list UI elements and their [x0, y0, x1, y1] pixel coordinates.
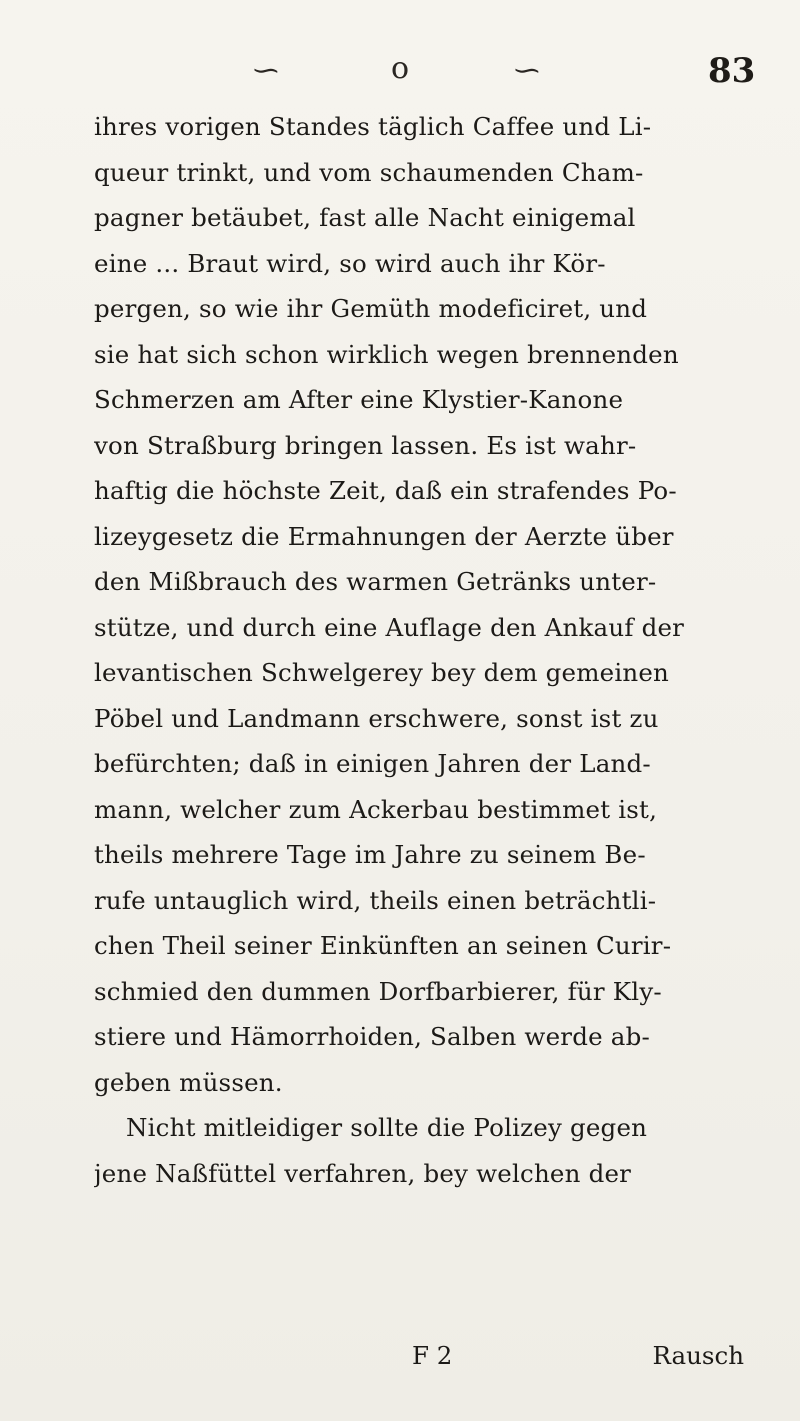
text-line: geben müssen. — [94, 1067, 283, 1097]
text-line: pergen, so wie ihr Gemüth modeficiret, und — [94, 294, 648, 323]
page-number: 83 — [708, 51, 756, 91]
text-line: den Mißbrauch des warmen Getränks unter- — [94, 567, 657, 596]
text-line: Schmerzen am After eine Klystier-Kanone — [94, 385, 624, 414]
page-footer — [94, 1333, 744, 1379]
catchword: Rausch — [652, 1341, 744, 1370]
text-line: eine ... Braut wird, so wird auch ihr Kör- — [94, 248, 606, 278]
body-text — [94, 104, 744, 1196]
text-line: queur trinkt, und vom schaumenden Cham- — [94, 157, 644, 187]
text-line: haftig die höchste Zeit, daß ein strafendes Po- — [94, 476, 677, 505]
text-line: theils mehrere Tage im Jahre zu seinem Be- — [94, 840, 646, 869]
text-line: rufe untauglich wird, theils einen beträchtli- — [94, 885, 657, 915]
ornament-left-icon: ∽ — [250, 56, 282, 86]
text-line: sie hat sich schon wirklich wegen brennenden — [94, 339, 679, 369]
text-line: chen Theil seiner Einkünften an seinen Curir- — [94, 931, 672, 960]
center-ornament-icon: o — [391, 51, 410, 86]
signature-mark: F 2 — [412, 1341, 453, 1370]
text-line: mann, welcher zum Ackerbau bestimmet ist, — [94, 794, 658, 824]
text-line: befürchten; daß in einigen Jahren der Land- — [94, 749, 651, 778]
text-line: Pöbel und Landmann erschwere, sonst ist zu — [94, 703, 659, 733]
ornament-right-icon: ∽ — [511, 56, 543, 86]
text-line: jene Naßfüttel verfahren, bey welchen der — [94, 1158, 632, 1188]
text-line: pagner betäubet, fast alle Nacht einigemal — [94, 203, 636, 232]
text-line: levantischen Schwelgerey bey dem gemeinen — [94, 658, 670, 687]
page-header — [0, 51, 800, 94]
text-line: lizeygesetz die Ermahnungen der Aerzte über — [94, 521, 674, 551]
text-line: schmied den dummen Dorfbarbierer, für Kly- — [94, 976, 662, 1006]
text-line: von Straßburg bringen lassen. Es ist wahr- — [94, 430, 637, 460]
text-line: stütze, und durch eine Auflage den Ankauf der — [94, 612, 685, 642]
text-line: ihres vorigen Standes täglich Caffee und Li- — [94, 112, 652, 141]
paragraph-start-line: Nicht mitleidiger sollte die Polizey gegen — [126, 1113, 648, 1142]
text-line: stiere und Hämorrhoiden, Salben werde ab- — [94, 1022, 650, 1051]
